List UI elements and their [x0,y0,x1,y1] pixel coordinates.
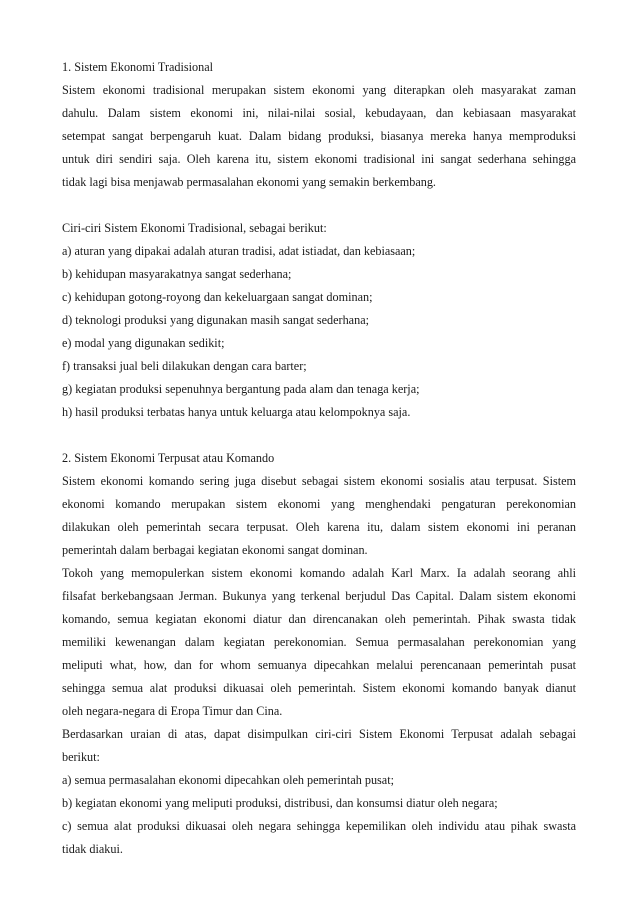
list-item: a) aturan yang dipakai adalah aturan tradisi, adat istiadat, dan kebiasaan; [62,244,416,258]
section-1-paragraph [62,79,576,194]
paragraph-line: meliputi what, how, dan for whom semuanya dipecahkan melalui perencanaan pemerintah pusat [62,658,576,672]
section-2-heading: 2. Sistem Ekonomi Terpusat atau Komando [62,451,275,465]
paragraph-line: dahulu. Dalam sistem ekonomi ini, nilai-nilai sosial, kebudayaan, dan kebiasaan masyarakat [62,106,576,120]
section-2-paragraph-2 [62,562,576,723]
list-item: e) modal yang digunakan sedikit; [62,336,225,350]
paragraph-line: Tokoh yang memopulerkan sistem ekonomi komando adalah Karl Marx. Ia adalah seorang ahli [62,566,576,580]
paragraph-line: dilakukan oleh pemerintah secara terpusat. Oleh karena itu, dalam sistem ekonomi ini peranan [62,520,576,534]
list-item: h) hasil produksi terbatas hanya untuk keluarga atau kelompoknya saja. [62,405,411,419]
paragraph-line: sehingga semua alat produksi dikuasai oleh pemerintah. Sistem ekonomi komando banyak dianut [62,681,576,695]
paragraph-line: untuk diri sendiri saja. Oleh karena itu, sistem ekonomi tradisional ini sangat sederhana sehingga [62,152,576,166]
paragraph-line: Sistem ekonomi komando sering juga disebut sebagai sistem ekonomi sosialis atau terpusat. Sistem [62,474,576,488]
paragraph-line: ekonomi komando merupakan sistem ekonomi yang menghendaki pengaturan perekonomian [62,497,576,511]
spacer [62,424,576,447]
list-item: d) teknologi produksi yang digunakan masih sangat sederhana; [62,313,369,327]
paragraph-line: filsafat berkebangsaan Jerman. Bukunya yang terkenal berjudul Das Capital. Dalam sistem ekonomi [62,589,576,603]
paragraph-line: pemerintah dalam berbagai kegiatan ekonomi sangat dominan. [62,543,368,557]
section-2-paragraph-1 [62,470,576,562]
section-1-heading: 1. Sistem Ekonomi Tradisional [62,60,214,74]
section-2-list [62,769,576,861]
document-page [62,56,576,861]
paragraph-line: setempat sangat berpengaruh kuat. Dalam bidang produksi, biasanya mereka hanya memproduksi [62,129,576,143]
paragraph-line: berikut: [62,750,100,764]
paragraph-line: komando, semua kegiatan ekonomi diatur dan direncanakan oleh pemerintah. Pihak swasta tidak [62,612,576,626]
spacer [62,194,576,217]
list-item-continuation: tidak diakui. [62,842,123,856]
list-item: f) transaksi jual beli dilakukan dengan cara barter; [62,359,307,373]
paragraph-line: Berdasarkan uraian di atas, dapat disimpulkan ciri-ciri Sistem Ekonomi Terpusat adalah sebagai [62,727,576,741]
section-1-list [62,240,576,424]
list-item: b) kegiatan ekonomi yang meliputi produksi, distribusi, dan konsumsi diatur oleh negara; [62,796,498,810]
section-1-list-title: Ciri-ciri Sistem Ekonomi Tradisional, sebagai berikut: [62,221,327,235]
list-item: a) semua permasalahan ekonomi dipecahkan oleh pemerintah pusat; [62,773,394,787]
paragraph-line: tidak lagi bisa menjawab permasalahan ekonomi yang semakin berkembang. [62,175,436,189]
list-item: c) semua alat produksi dikuasai oleh negara sehingga kepemilikan oleh individu atau pihak swasta [62,819,576,833]
list-item: g) kegiatan produksi sepenuhnya bergantung pada alam dan tenaga kerja; [62,382,420,396]
list-item: b) kehidupan masyarakatnya sangat sederhana; [62,267,292,281]
paragraph-line: memiliki kewenangan dalam kegiatan perekonomian. Semua permasalahan perekonomian yang [62,635,576,649]
paragraph-line: oleh negara-negara di Eropa Timur dan Cina. [62,704,283,718]
section-2-paragraph-3 [62,723,576,769]
paragraph-line: Sistem ekonomi tradisional merupakan sistem ekonomi yang diterapkan oleh masyarakat zaman [62,83,576,97]
list-item: c) kehidupan gotong-royong dan kekeluargaan sangat dominan; [62,290,373,304]
